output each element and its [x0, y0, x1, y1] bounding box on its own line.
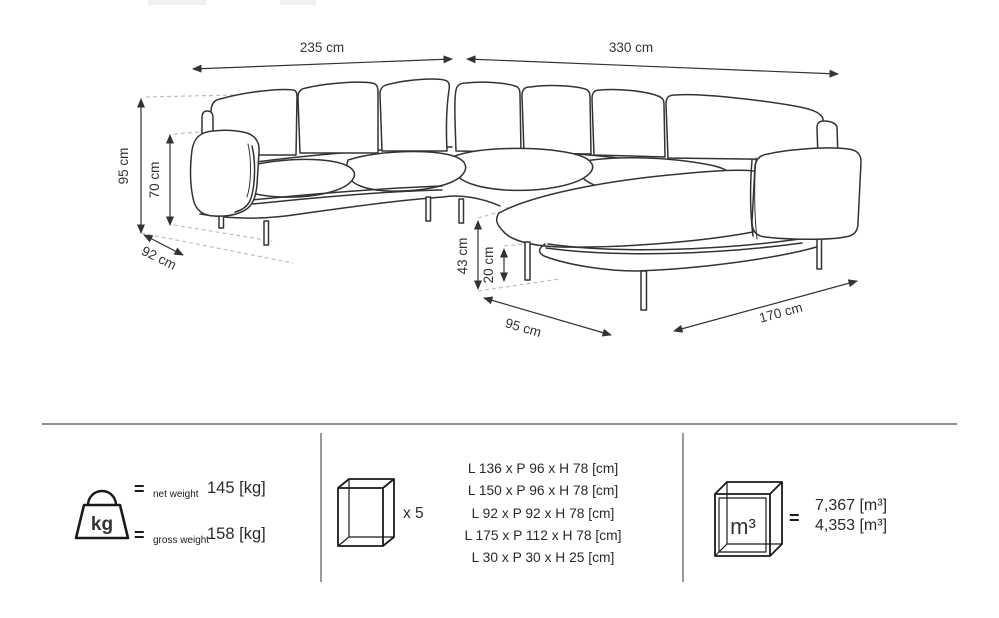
dim-arrow-330: [467, 59, 838, 74]
volume-value-1: 7,367 [m³]: [815, 497, 888, 514]
dim-label-height-total: 95 cm: [116, 147, 131, 185]
gross-weight-value: 158 [kg]: [207, 525, 266, 543]
sofa-leg: [426, 197, 431, 221]
dim-label-leg-height: 20 cm: [481, 246, 496, 284]
package-line: L 30 x P 30 x H 25 [cm]: [471, 550, 615, 566]
horizontal-divider: [42, 423, 957, 425]
kg-icon-label: kg: [90, 514, 114, 535]
sofa-leg: [264, 221, 269, 245]
dim-arrow-235: [193, 59, 452, 69]
net-weight-label: net weight: [153, 489, 199, 500]
weight-kg-icon: [70, 481, 134, 543]
right-armrest: [751, 148, 861, 239]
dim-label-depth-left: 92 cm: [139, 243, 179, 273]
dim-label-seat-height: 43 cm: [455, 237, 470, 275]
volume-cube-icon: [712, 476, 786, 562]
package-dimension-list: [443, 458, 643, 569]
sofa-leg: [817, 239, 822, 269]
gross-weight-label: gross weight: [153, 535, 210, 546]
sofa-leg: [525, 242, 530, 280]
dim-label-depth-front: 95 cm: [503, 315, 543, 340]
package-line: L 92 x P 92 x H 78 [cm]: [471, 505, 615, 521]
package-line: L 150 x P 96 x H 78 [cm]: [467, 483, 619, 499]
volume-values: [815, 496, 887, 536]
left-armrest: [191, 130, 260, 216]
sofa-line-drawing: [191, 79, 861, 310]
volume-equals-sign: =: [789, 508, 800, 528]
package-count: x 5: [403, 505, 424, 522]
package-line: L 175 x P 112 x H 78 [cm]: [464, 527, 622, 543]
vertical-separator-2: [682, 433, 684, 582]
package-line: L 136 x P 96 x H 78 [cm]: [467, 461, 619, 476]
m3-icon-label: m³: [730, 514, 756, 539]
dim-label-height-back: 70 cm: [147, 161, 162, 199]
dim-label-width-left: 235 cm: [299, 40, 345, 55]
package-box-icon: [335, 474, 399, 552]
volume-value-2: 4,353 [m³]: [815, 517, 888, 534]
dim-label-chaise-length: 170 cm: [757, 299, 805, 326]
vertical-separator-1: [320, 433, 322, 582]
sofa-leg: [641, 271, 647, 310]
net-weight-value: 145 [kg]: [207, 479, 266, 497]
cropped-text-remnant: [148, 0, 206, 5]
gross-equals-sign: =: [134, 525, 145, 545]
sofa-leg: [459, 199, 464, 223]
cropped-text-remnant: [280, 0, 316, 5]
net-equals-sign: =: [134, 479, 145, 499]
dim-label-width-right: 330 cm: [608, 40, 654, 55]
